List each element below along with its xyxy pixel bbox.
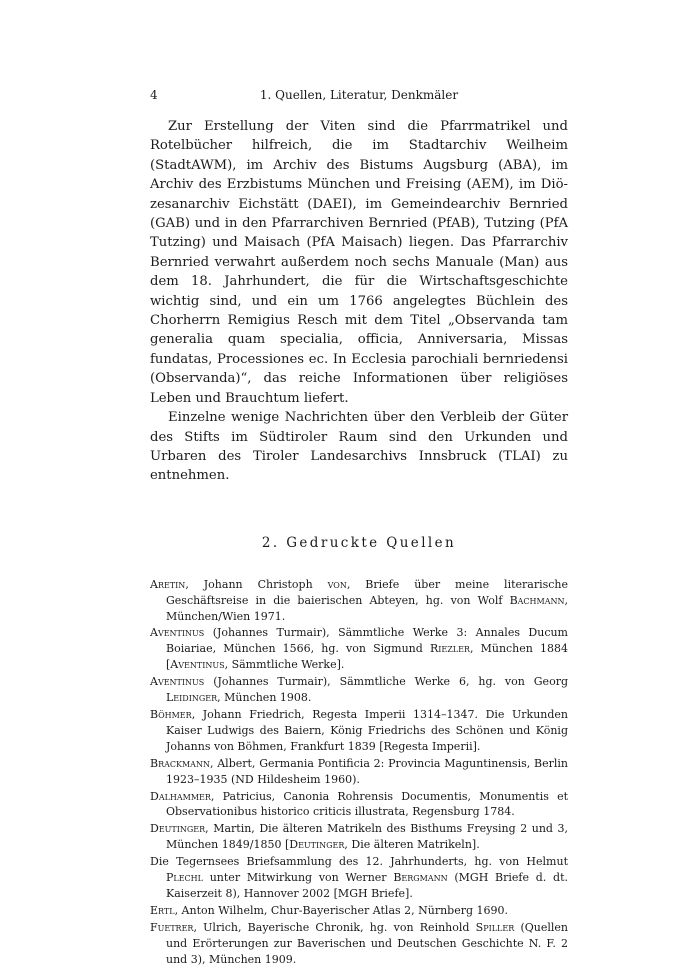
reference-author: Brackmann [150,756,210,770]
reference-entry: Böhmer, Johann Friedrich, Regesta Imperii 1314–1347. Die Urkunden Kaiser Ludwigs des Baiern, König Friedrichs des Schönen und König Johanns von Böhmen, Frankfurt 1839 [Regesta Imperii]. [150,707,568,753]
cited-name: Leidinger [166,691,218,705]
reference-author: Fuetrer [150,920,194,934]
running-header [150,86,568,104]
cited-name: Spiller [475,920,515,934]
reference-entry: Ertl, Anton Wilhelm, Chur-Bayerischer Atlas 2, Nürnberg 1690. [150,903,509,917]
cited-name: Deutinger [289,838,345,852]
reference-author: Dalhammer [150,789,211,803]
paragraph: Zur Erstellung der Viten sind die Pfarrmatrikel und Rotelbücher hilfreich, die im Stadtarchiv Weilheim (StadtAWM), im Archiv des Bistums Augsburg (ABA), im Archiv des Erzbistums München und Freising (AEM), im Diözesanarchiv Eichstätt (DAEI), im Gemeindearchiv Bernried (GAB) und in den Pfarrarchiven Bernried (PfAB), Tutzing (PfA Tutzing) und Maisach (PfA Maisach) liegen. Das Pfarrarchiv Bernried verwahrt außerdem noch sechs Manuale (Man) aus dem 18. Jahrhundert, die für die Wirtschaftsgeschichte wichtig sind, und ein um 1766 angelegtes Büchlein des Chorherrn Remigius Resch mit dem Titel „Observanda tam generalia quam specialia, officia, Anniversaria, Missas fundatas, Processiones ec. In Ecclesia parochiali bernriedensi (Observanda)“, das reiche Informationen über religiöses Leben und Brauchtum liefert. [150,119,568,406]
reference-author: Ertl [150,903,175,917]
reference-entry: Brackmann, Albert, Germania Pontificia 2: Provincia Maguntinensis, Berlin 1923–1935 (ND Hildesheim 1960). [150,756,568,786]
reference-entry: Aventinus (Johannes Turmair), Sämmtliche Werke 6, hg. von Georg Leidinger, München 1908. [150,675,568,705]
reference-author: Aventinus [150,675,205,689]
page-number: 4 [150,88,158,102]
cited-name: Aventinus [170,658,225,672]
paragraph: Einzelne wenige Nachrichten über den Verbleib der Güter des Stifts im Südtiroler Raum sind den Urkunden und Urbaren des Tiroler Landesarchivs Innsbruck (TLAI) zu entnehmen. [150,410,568,484]
reference-author: Aretin [150,577,186,591]
chapter-title: 1. Quellen, Literatur, Denkmäler [259,88,459,102]
reference-entry: Aretin, Johann Christoph von, Briefe über meine literarische Geschäftsreise in die baierischen Abteyen, hg. von Wolf Bachmann, München/Wien 1971. [150,577,569,623]
document-page [150,86,568,968]
reference-entry: Deutinger, Martin, Die älteren Matrikeln des Bisthums Freysing 2 und 3, München 1849/1850 [Deutinger, Die älteren Matrikeln]. [150,822,568,852]
reference-author: Deutinger [150,822,206,836]
reference-entry: Aventinus (Johannes Turmair), Sämmtliche Werke 3: Annales Ducum Boiariae, München 1566, hg. von Sigmund Riezler, München 1884 [Aventinus, Sämmtliche Werke]. [150,626,568,672]
cited-name: Plechl [166,871,203,885]
reference-list [150,577,568,968]
reference-author: Böhmer [150,707,192,721]
reference-entry: Dalhammer, Patricius, Canonia Rohrensis Documentis, Monumentis et Observationibus historico criticis illustrata, Regensburg 1784. [150,789,568,819]
reference-entry: Fuetrer, Ulrich, Bayerische Chronik, hg. von Reinhold Spiller (Quellen und Erörterungen zur Baverischen und Deutschen Geschichte N. F. 2 und 3), München 1909. [150,920,568,966]
reference-author: Aventinus [150,626,205,640]
reference-entry: Die Tegernsees Briefsammlung des 12. Jahrhunderts, hg. von Helmut Plechl unter Mitwirkung von Werner Bergmann (MGH Briefe d. dt. Kaiserzeit 8), Hannover 2002 [MGH Briefe]. [150,855,569,900]
cited-name: Riezler [429,642,470,656]
author-particle: von [327,577,347,591]
cited-name: Bergmann [393,871,448,885]
body-text [150,117,568,486]
cited-name: Bachmann [509,593,565,607]
section-heading: 2. Gedruckte Quellen [261,534,457,551]
